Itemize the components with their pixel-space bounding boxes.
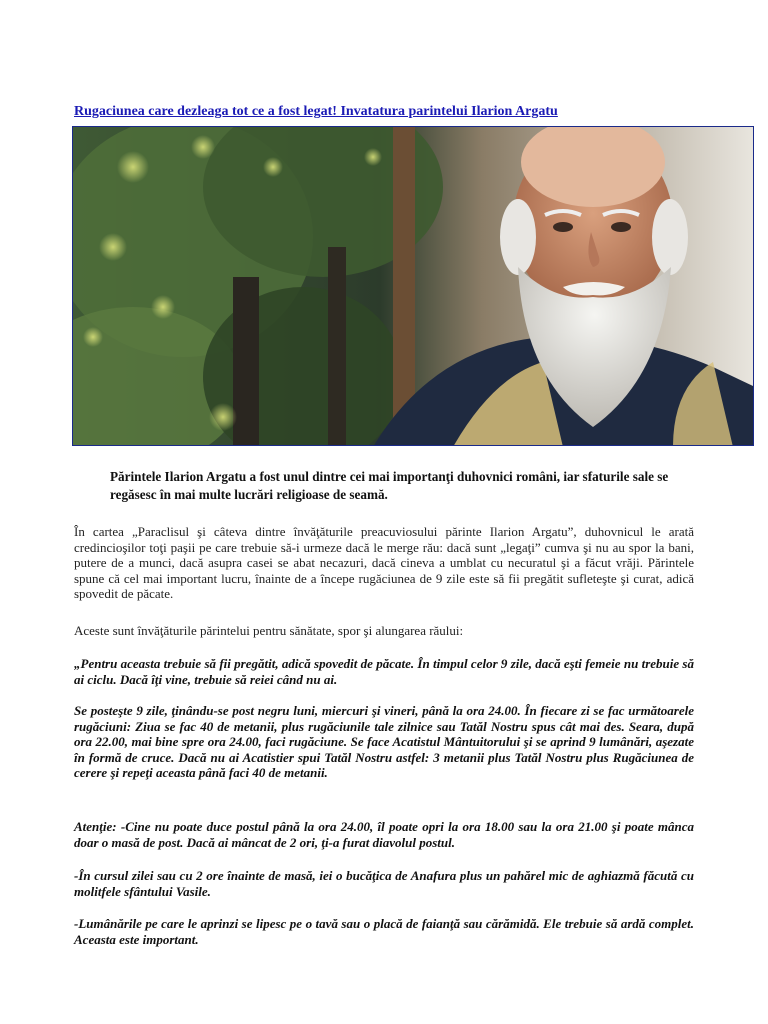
quote-paragraph-5: -Lumânările pe care le aprinzi se lipesc pe o tavă sau o placă de faianţă sau cărămidă. Ele trebuie să ardă complet. Aceasta este important.	[74, 916, 694, 947]
teachings-intro: Aceste sunt învăţăturile părintelui pentru sănătate, spor şi alungarea răului:	[74, 623, 464, 638]
article-title-link[interactable]: Rugaciunea care dezleaga tot ce a fost legat! Invatatura parintelui Ilarion Argatu	[74, 104, 558, 119]
quote-paragraph-4: -În cursul zilei sau cu 2 ore înainte de masă, iei o bucăţica de Anafura plus un pahărel mic de aghiazmă făcută cu molitfele sfântului Vasile.	[74, 868, 694, 899]
quote-paragraph-2: Se posteşte 9 zile, ţinându-se post negru luni, miercuri şi vineri, până la ora 24.00. În fiecare zi se fac următoarele rugăciuni: Ziua se fac 40 de metanii, plus rugăciunile tale zilnice sau Tatăl Nostru spus cât mai des. Seara, după ora 22.00, mai bine spre ora 24.00, faci rugăciune. Se face Acatistul Mântuitorului şi se aprind 9 lumânări, aşezate în formă de cruce. Dacă nu ai Acatistier spui Tatăl Nostru astfel: 3 metanii plus Tatăl Nostru plus Rugăciunea de cerere şi repeţi aceasta până faci 40 de metanii.	[74, 703, 694, 781]
quote-paragraph-1: „Pentru aceasta trebuie să fii pregătit, adică spovedit de păcate. În timpul celor 9 zile, dacă eşti femeie nu trebuie să ai ciclu. Dacă îţi vine, trebuie să reiei când nu ai.	[74, 656, 694, 687]
photo-caption: Părintele Ilarion Argatu a fost unul dintre cei mai importanţi duhovnici români, iar sfaturile sale se regăsesc în mai multe lucrări religioase de seamă.	[110, 469, 669, 502]
quote-paragraph-3: Atenţie: -Cine nu poate duce postul până la ora 24.00, îl poate opri la ora 18.00 sau la ora 21.00 şi poate mânca doar o masă de post. Dacă ai mâncat de 2 ori, ţi-a furat diavolul postul.	[74, 819, 694, 850]
priest-photo	[72, 126, 754, 446]
intro-paragraph: În cartea „Paraclisul şi câteva dintre învăţăturile preacuviosului părinte Ilarion Argatu”, duhovnicul le arată credincioşilor toţi paşii pe care trebuie să-i urmeze dacă le merge rău: dacă sunt „legaţi” cumva şi nu au spor la bani, putere de a munci, dacă asupra casei se abat necazuri, dacă cineva a umblat cu necuratul şi a făcut vrăji. Părintele spune că cel mai important lucru, înainte de a începe rugăciunea de 9 zile este să fii pregătit sufleteşte şi curat, adică spovedit de păcate.	[74, 524, 694, 602]
